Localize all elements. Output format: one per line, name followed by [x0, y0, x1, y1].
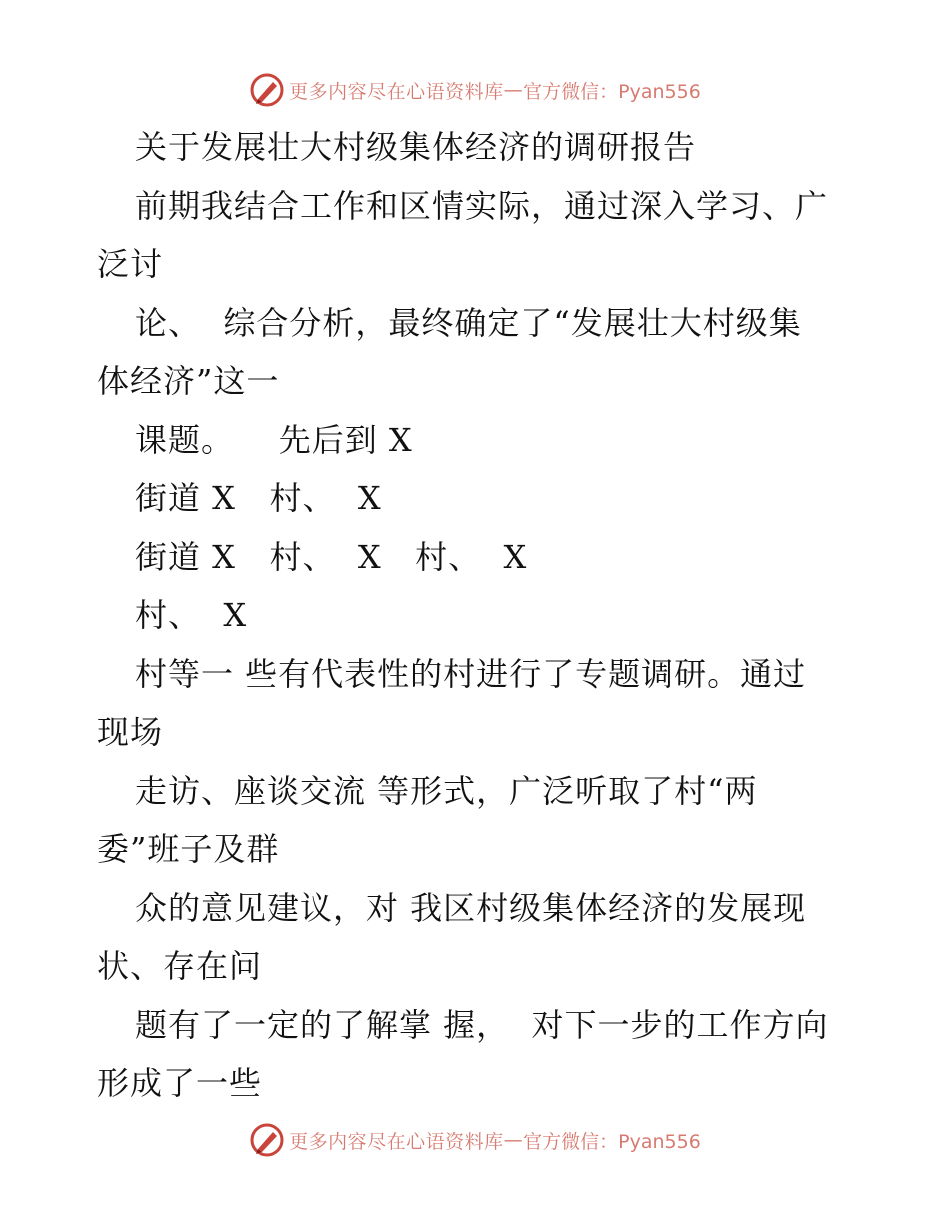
watermark-wechat: 官方微信：Pyan556 [523, 80, 701, 103]
pen-logo-icon [249, 1122, 285, 1158]
watermark-wechat: 官方微信：Pyan556 [523, 1130, 701, 1153]
body-line: 论、 综合分析，最终确定了“发展壮大村级集 [135, 303, 802, 342]
body-line: 现场 [97, 713, 164, 751]
body-line: 体经济”这一 [97, 362, 280, 400]
body-line: 走访、座谈交流 等形式，广泛听取了村“两 [135, 771, 758, 810]
body-line: 街道 X 村、 X 村、 X [135, 537, 528, 576]
body-line: 街道 X 村、 X [135, 479, 382, 517]
watermark-separator: — [503, 79, 524, 101]
body-line: 泛讨 [97, 245, 164, 283]
footer-watermark [0, 1120, 950, 1160]
body-line: 状、存在问 [97, 947, 263, 985]
body-line: 形成了一些 [97, 1064, 263, 1102]
body-line: 委”班子及群 [97, 830, 280, 868]
pen-logo-icon [249, 72, 285, 108]
body-line: 课题。 先后到 X [135, 420, 413, 459]
body-line: 村等一 些有代表性的村进行了专题调研。通过 [135, 654, 807, 693]
watermark-separator: — [503, 1129, 524, 1151]
body-line: 众的意见建议，对 我区村级集体经济的发展现 [135, 888, 807, 927]
document-body [97, 118, 857, 1113]
document-title: 关于发展壮大村级集体经济的调研报告 [135, 128, 697, 166]
body-line: 前期我结合工作和区情实际，通过深入学习、广 [135, 186, 829, 225]
body-line: 题有了一定的了解掌 握， 对下一步的工作方向 [135, 1005, 829, 1044]
watermark-text: 更多内容尽在心语资料库 [289, 1130, 504, 1153]
header-watermark [0, 70, 950, 110]
watermark-text: 更多内容尽在心语资料库 [289, 80, 504, 103]
body-line: 村、 X [135, 596, 248, 634]
